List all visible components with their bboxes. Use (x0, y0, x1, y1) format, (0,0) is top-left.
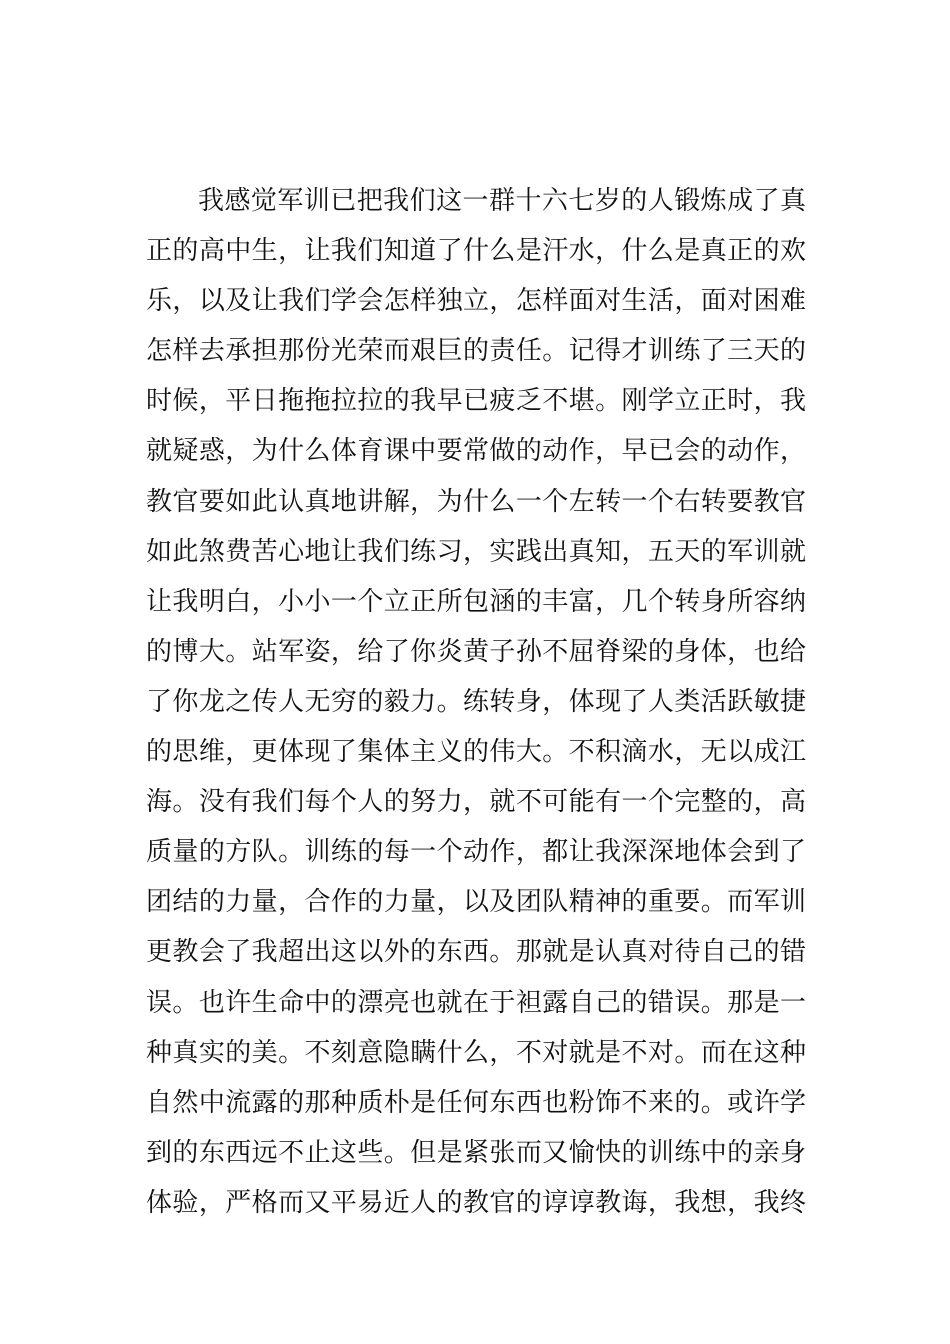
paragraph-line: 海。没有我们每个人的努力，就不可能有一个完整的，高 (146, 787, 806, 818)
paragraph-line: 质量的方队。训练的每一个动作，都让我深深地体会到了 (146, 837, 806, 868)
paragraph-line: 自然中流露的那种质朴是任何东西也粉饰不来的。或许学 (146, 1087, 806, 1118)
paragraph-line: 怎样去承担那份光荣而艰巨的责任。记得才训练了三天的 (146, 336, 806, 367)
paragraph-line: 乐，以及让我们学会怎样独立，怎样面对生活，面对困难 (146, 286, 806, 317)
paragraph-line: 体验，严格而又平易近人的教官的谆谆教诲，我想，我终 (146, 1187, 806, 1218)
paragraph-line: 种真实的美。不刻意隐瞒什么，不对就是不对。而在这种 (146, 1037, 806, 1068)
paragraph-line: 误。也许生命中的漂亮也就在于袒露自己的错误。那是一 (146, 987, 806, 1018)
paragraph-line: 团结的力量，合作的力量，以及团队精神的重要。而军训 (146, 887, 806, 918)
paragraph-line: 到的东西远不止这些。但是紧张而又愉快的训练中的亲身 (146, 1137, 806, 1168)
paragraph-line: 时候，平日拖拖拉拉的我早已疲乏不堪。刚学立正时，我 (146, 386, 806, 417)
paragraph-line: 的思维，更体现了集体主义的伟大。不积滴水，无以成江 (146, 737, 806, 768)
paragraph-line: 更教会了我超出这以外的东西。那就是认真对待自己的错 (146, 937, 806, 968)
paragraph-line: 教官要如此认真地讲解，为什么一个左转一个右转要教官 (146, 486, 806, 517)
body-paragraph (146, 176, 806, 1228)
paragraph-line: 就疑惑，为什么体育课中要常做的动作，早已会的动作， (146, 436, 806, 467)
paragraph-line: 的博大。站军姿，给了你炎黄子孙不屈脊梁的身体，也给 (146, 636, 806, 667)
paragraph-line: 了你龙之传人无穷的毅力。练转身，体现了人类活跃敏捷 (146, 686, 806, 717)
paragraph-line: 让我明白，小小一个立正所包涵的丰富，几个转身所容纳 (146, 586, 806, 617)
paragraph-line: 如此煞费苦心地让我们练习，实践出真知，五天的军训就 (146, 536, 806, 567)
paragraph-line: 正的高中生，让我们知道了什么是汗水，什么是真正的欢 (146, 236, 806, 267)
paragraph-line: 我感觉军训已把我们这一群十六七岁的人锻炼成了真 (198, 186, 806, 216)
